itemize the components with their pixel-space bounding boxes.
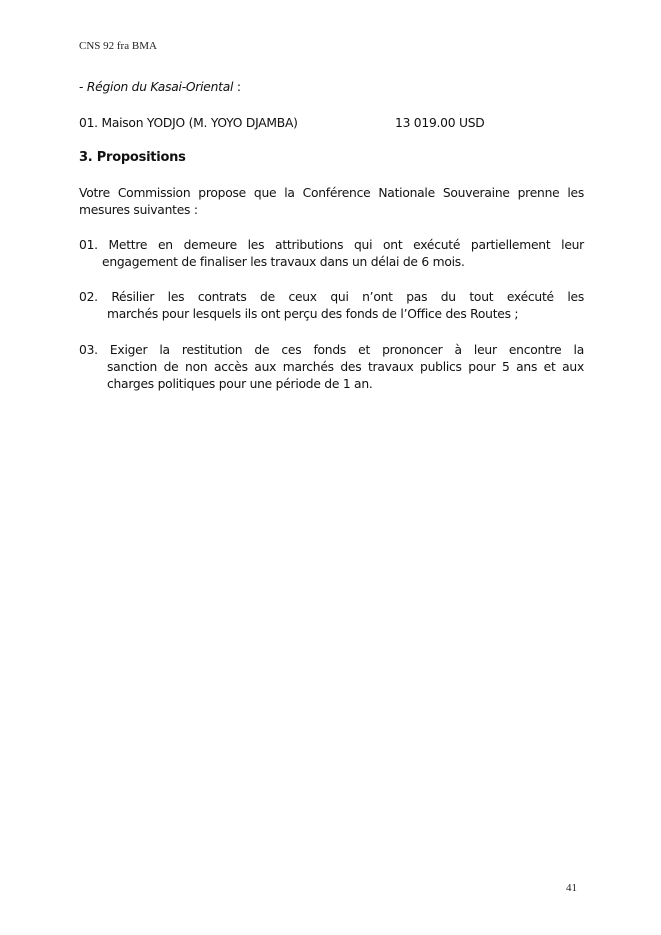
contractor-amount: 13 019.00 USD (395, 116, 485, 130)
proposal-item-3 (79, 342, 584, 393)
proposal-2-line-1: 02. Résilier les contrats de ceux qui n’ont pas du tout exécuté les (79, 290, 584, 304)
region-prefix: - (79, 80, 87, 94)
page-number: 41 (566, 882, 577, 894)
intro-paragraph (79, 185, 584, 219)
region-heading (79, 80, 584, 94)
intro-line-2: mesures suivantes : (79, 203, 198, 217)
intro-line-1: Votre Commission propose que la Conférence Nationale Souveraine prenne les (79, 186, 584, 200)
proposal-3-line-3: charges politiques pour une période de 1 an. (107, 377, 373, 391)
proposal-2-line-2: marchés pour lesquels ils ont perçu des fonds de l’Office des Routes ; (107, 307, 519, 321)
proposal-1-line-1: 01. Mettre en demeure les attributions qui ont exécuté partiellement leur (79, 238, 584, 252)
proposal-3-line-1: 03. Exiger la restitution de ces fonds et prononcer à leur encontre la (79, 343, 584, 357)
proposal-item-1 (79, 237, 584, 271)
region-suffix: : (233, 80, 241, 94)
contractor-label: 01. Maison YODJO (M. YOYO DJAMBA) (79, 116, 298, 130)
running-header: CNS 92 fra BMA (79, 40, 157, 52)
proposal-3-line-2: sanction de non accès aux marchés des travaux publics pour 5 ans et aux (107, 360, 584, 374)
region-name: Région du Kasai-Oriental (86, 80, 234, 94)
proposal-1-line-2: engagement de finaliser les travaux dans un délai de 6 mois. (102, 255, 465, 269)
proposal-item-2 (79, 289, 584, 323)
section-title: 3. Propositions (79, 150, 186, 165)
contractor-entry (79, 116, 584, 130)
